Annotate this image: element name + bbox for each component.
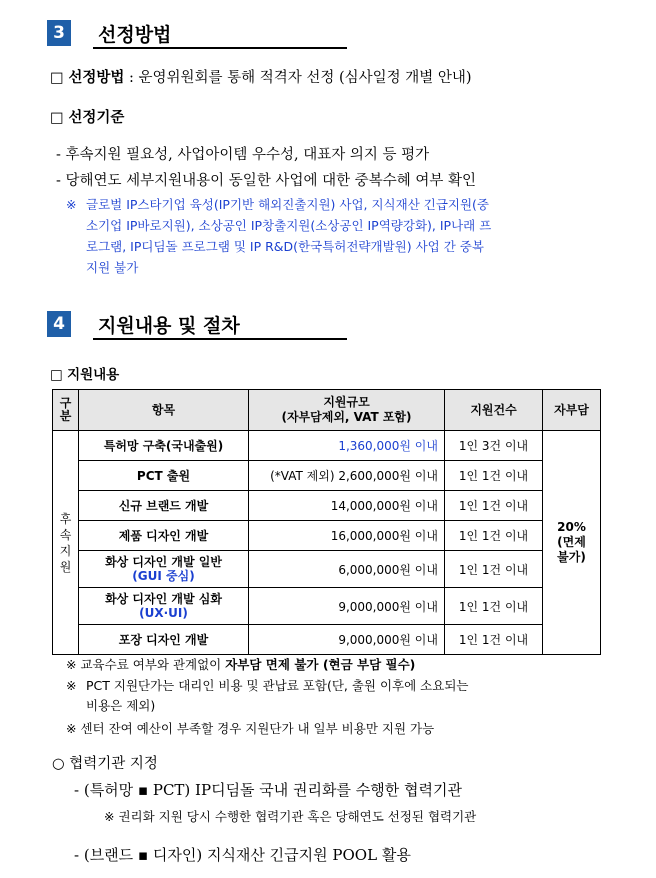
row-amount: 6,000,000원 이내 [249,551,445,588]
self-payment-cell: 20% (면제 불가) [543,431,601,655]
row-item: 화상 디자인 개발 심화 [105,592,222,606]
row-item: 제품 디자인 개발 [79,521,249,551]
category-cell: 후속지원 [53,431,79,655]
support-table [52,389,601,655]
table-row [53,551,601,588]
section-3-number: 3 [53,23,65,43]
note-bold-text: 자부담 면제 불가 (현금 부담 필수) [225,657,416,672]
partner-line-1: - (특허망 ▪ PCT) IP디딤돌 국내 권리화를 수행한 협력기관 [74,781,462,799]
note-line-1: PCT 지원단가는 대리인 비용 및 관납료 포함(단, 출원 이후에 소요되는 [86,678,469,693]
selection-criteria-heading [50,106,124,127]
header-scale [249,390,445,431]
row-count: 1인 1건 이내 [445,625,543,655]
section-3-number-box [47,20,71,46]
row-count: 1인 1건 이내 [445,491,543,521]
row-amount: (*VAT 제외) 2,600,000원 이내 [249,461,445,491]
support-content-label: 지원내용 [67,367,120,383]
duplicate-support-note [66,194,614,278]
note-no-exemption [66,655,626,675]
support-content-heading [50,363,119,383]
row-item: 화상 디자인 개발 일반 [105,555,222,569]
note-line-1: 글로벌 IP스타기업 육성(IP기반 해외진출지원) 사업, 지식재산 긴급지원(중 [86,197,489,212]
row-count: 1인 1건 이내 [445,551,543,588]
row-item: 신규 브랜드 개발 [79,491,249,521]
section-4-underline [93,338,347,340]
note-mark: ※ [66,678,77,693]
section-3-title: 선정방법 [98,24,172,46]
section-4-number: 4 [53,314,65,334]
note-line-2: 소기업 IP바로지원), 소상공인 IP창출지원(소상공인 IP역량강화), IP나래 프 [86,218,492,233]
note-mark: ※ [66,657,77,672]
selection-method-label: 선정방법 [68,69,125,86]
header-scale-line1: 지원규모 [323,395,370,409]
partner-heading [52,752,158,773]
note-text: 교육수료 여부와 관계없이 [80,657,222,672]
selection-criteria-label: 선정기준 [68,109,125,126]
bullet-circle-icon: ○ [52,756,65,772]
note-line-3: 로그램, IP디딤돌 프로그램 및 IP R&D(한국특허전략개발원) 사업 간 중복 [86,239,484,254]
checkbox-square-icon: □ [50,110,64,126]
table-row [53,491,601,521]
criteria-item-1: - 후속지원 필요성, 사업아이템 우수성, 대표자 의지 등 평가 [56,147,430,163]
row-item: 포장 디자인 개발 [79,625,249,655]
row-item-sub: (UX·UI) [139,606,188,620]
row-amount: 16,000,000원 이내 [249,521,445,551]
row-count: 1인 1건 이내 [445,461,543,491]
row-amount: 1,360,000원 이내 [249,431,445,461]
table-row [53,521,601,551]
selection-method-text: : 운영위원회를 통해 적격자 선정 (심사일정 개별 안내) [128,70,472,86]
note-text: 센터 잔여 예산이 부족할 경우 지원단가 내 일부 비용만 지원 가능 [80,721,435,736]
row-item-cell [79,588,249,625]
table-row [53,461,601,491]
header-item: 항목 [79,390,249,431]
checkbox-square-icon: □ [50,70,64,86]
row-amount: 14,000,000원 이내 [249,491,445,521]
criteria-item-2: - 당해연도 세부지원내용이 동일한 사업에 대한 중복수혜 여부 확인 [56,173,476,189]
section-4-title: 지원내용 및 절차 [98,315,240,337]
checkbox-square-icon: □ [50,367,63,383]
section-3-underline [93,47,347,49]
partner-title: 협력기관 지정 [69,756,158,772]
note-pct-cost [66,676,626,716]
section-4-number-box [47,311,71,337]
row-item: PCT 출원 [79,461,249,491]
partner-line-1-note: ※ 권리화 지원 당시 수행한 협력기관 혹은 당해연도 선정된 협력기관 [104,809,477,824]
note-mark: ※ [66,721,77,736]
row-amount: 9,000,000원 이내 [249,588,445,625]
row-item-sub: (GUI 중심) [132,569,195,583]
table-row [53,588,601,625]
header-category: 구분 [53,390,79,431]
table-row [53,625,601,655]
partner-line-2: - (브랜드 ▪ 디자인) 지식재산 긴급지원 POOL 활용 [74,846,411,864]
row-count: 1인 3건 이내 [445,431,543,461]
row-item-cell [79,551,249,588]
header-self: 자부담 [543,390,601,431]
header-count: 지원건수 [445,390,543,431]
row-amount: 9,000,000원 이내 [249,625,445,655]
row-count: 1인 1건 이내 [445,521,543,551]
note-line-2: 비용은 제외) [86,698,156,713]
note-budget [66,719,626,739]
selection-method-line [50,66,472,87]
table-row [53,431,601,461]
row-item: 특허망 구축(국내출원) [79,431,249,461]
row-count: 1인 1건 이내 [445,588,543,625]
note-line-4: 지원 불가 [86,260,139,275]
header-scale-line2: (자부담제외, VAT 포함) [281,410,412,424]
table-header-row [53,390,601,431]
note-mark: ※ [66,197,77,212]
